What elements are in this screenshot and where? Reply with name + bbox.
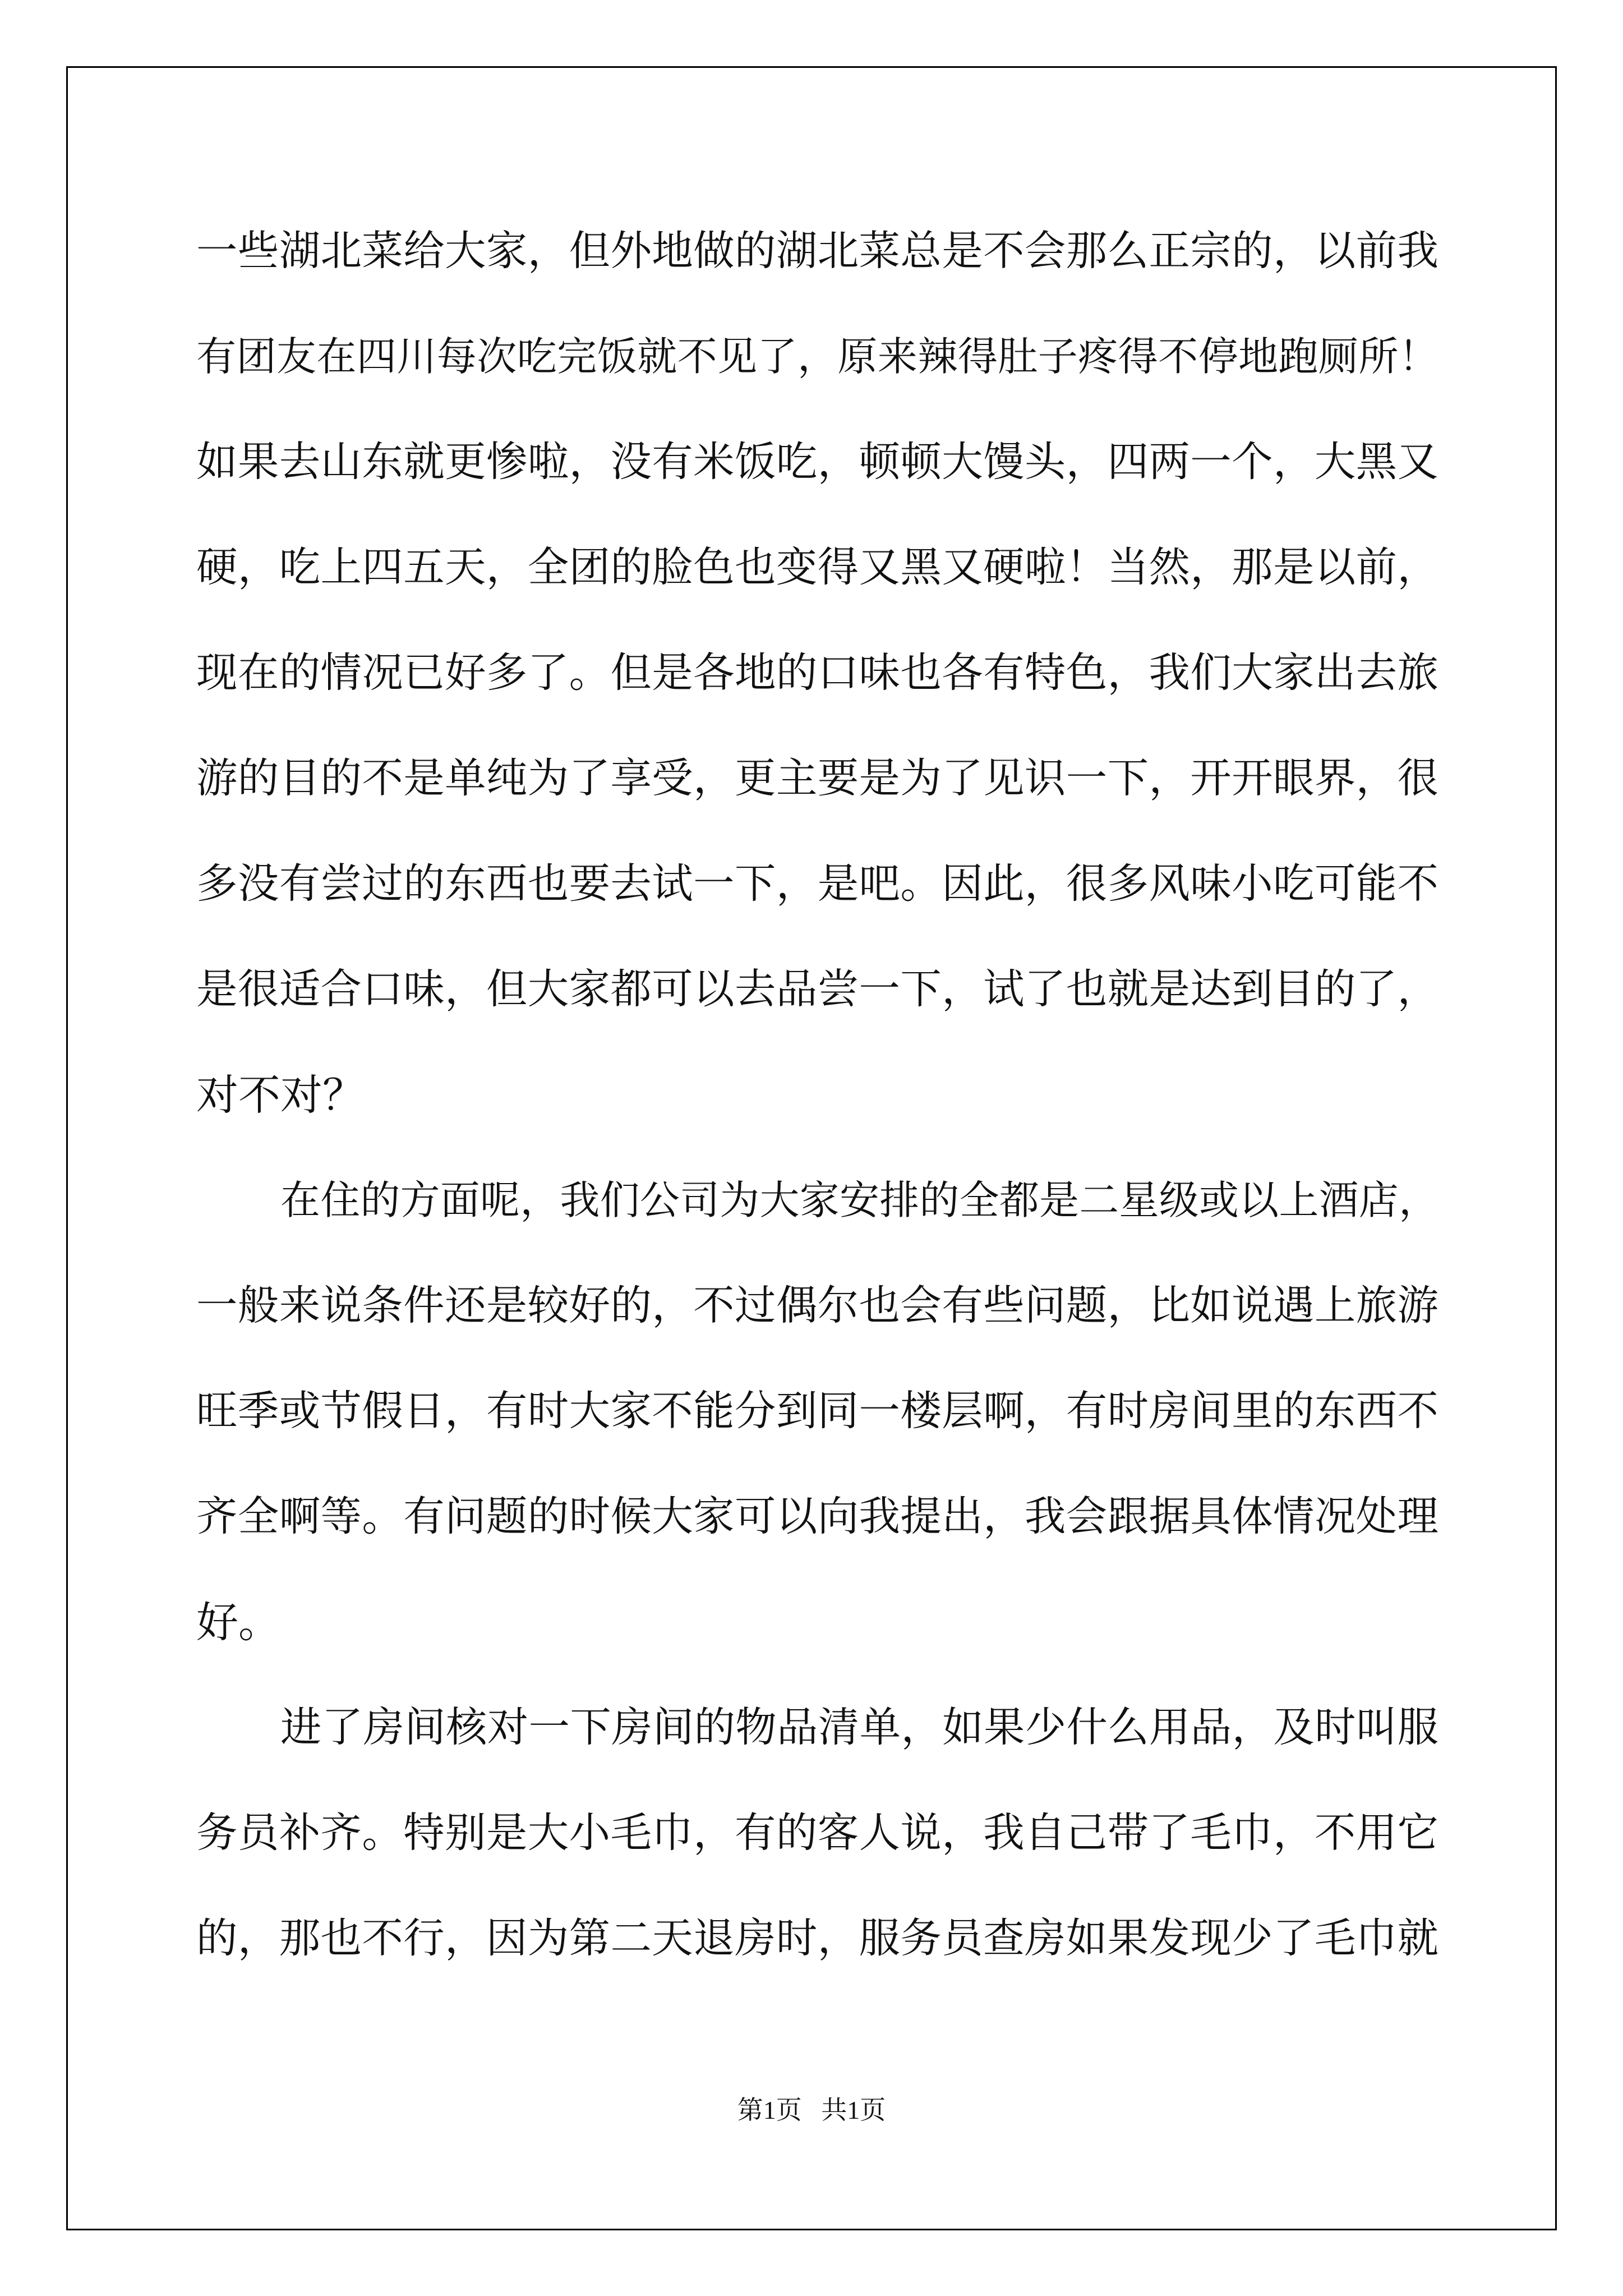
text-line: 一些湖北菜给大家，但外地做的湖北菜总是不会那么正宗的，以前我	[196, 227, 1438, 275]
text-line: 有团友在四川每次吃完饭就不见了，原来辣得肚子疼得不停地跑厕所！	[196, 333, 1438, 380]
text-line: 如果去山东就更惨啦，没有米饭吃，顿顿大馒头，四两一个，大黑又	[196, 438, 1438, 486]
text-line: 是很适合口味，但大家都可以去品尝一下，试了也就是达到目的了，	[196, 965, 1438, 1013]
text-line: 务员补齐。特别是大小毛巾，有的客人说，我自己带了毛巾，不用它	[196, 1809, 1438, 1857]
text-line: 现在的情况已好多了。但是各地的口味也各有特色，我们大家出去旅	[196, 649, 1438, 697]
document-body	[196, 223, 1438, 2016]
text-line: 齐全啊等。有问题的时候大家可以向我提出，我会跟据具体情况处理	[196, 1493, 1438, 1540]
paragraph-first-line: 进了房间核对一下房间的物品清单，如果少什么用品，及时叫服	[280, 1704, 1438, 1751]
text-line: 游的目的不是单纯为了享受，更主要是为了见识一下，开开眼界，很	[196, 754, 1438, 802]
text-line: 硬，吃上四五天，全团的脸色也变得又黑又硬啦！当然，那是以前，	[196, 544, 1438, 591]
paragraph-first-line: 在住的方面呢，我们公司为大家安排的全都是二星级或以上酒店，	[280, 1177, 1438, 1223]
text-line: 好。	[196, 1598, 281, 1647]
text-line: 旺季或节假日，有时大家不能分到同一楼层啊，有时房间里的东西不	[196, 1387, 1438, 1435]
text-line: 对不对？	[196, 1070, 365, 1120]
page-number-footer: 第1页 共1页	[737, 2096, 886, 2124]
text-line: 多没有尝过的东西也要去试一下，是吧。因此，很多风味小吃可能不	[196, 860, 1438, 908]
text-line: 一般来说条件还是较好的，不过偶尔也会有些问题，比如说遇上旅游	[196, 1282, 1438, 1329]
text-line: 的，那也不行，因为第二天退房时，服务员查房如果发现少了毛巾就	[196, 1915, 1438, 1962]
